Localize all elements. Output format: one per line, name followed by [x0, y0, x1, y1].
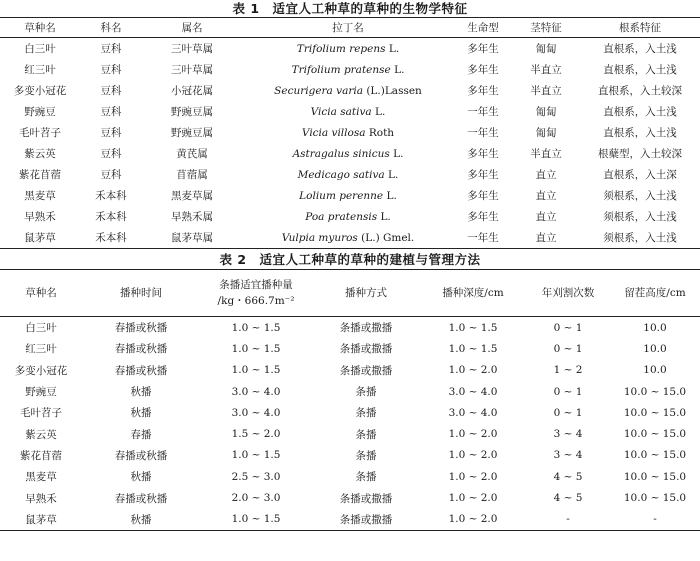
cell-mowing-count: -	[566, 513, 570, 526]
cell-genus: 野豌豆属	[171, 106, 213, 118]
table-row	[0, 206, 700, 227]
cell-root: 须根系，入土浅	[603, 232, 677, 244]
cell-mowing-count: 3 ~ 4	[553, 449, 583, 462]
cell-stubble-height: 10.0	[643, 321, 667, 334]
cell-latin-name	[242, 227, 454, 249]
cell-species: 鼠茅草	[25, 513, 57, 526]
latin-authority: L.	[380, 210, 391, 223]
cell-life-form: 多年生	[467, 148, 499, 160]
latin-binomial: Vulpia myuros	[281, 231, 358, 244]
cell-species: 紫花苜蓿	[20, 449, 62, 462]
cell-stem: 半直立	[530, 64, 562, 76]
cell-stem: 直立	[535, 190, 557, 202]
latin-binomial: Vicia sativa	[310, 105, 372, 118]
cell-life-form: 多年生	[467, 190, 499, 202]
header-mowing-count: 年刈割次数	[526, 270, 610, 317]
cell-sowing-time: 春播或秋播	[114, 449, 168, 462]
cell-seeding-rate: 1.5 ~ 2.0	[231, 428, 281, 441]
cell-mowing-count: 1 ~ 2	[553, 364, 583, 377]
cell-species: 野豌豆	[24, 106, 56, 118]
cell-root: 直根系，入土浅	[603, 106, 677, 118]
cell-genus: 野豌豆属	[171, 127, 213, 139]
latin-binomial: Vicia villosa	[301, 126, 366, 139]
latin-authority: L.	[386, 189, 397, 202]
latin-authority: (L.)Lassen	[366, 84, 422, 97]
cell-root: 直根系，入土较深	[598, 85, 682, 97]
cell-species: 毛叶苕子	[20, 407, 62, 420]
latin-binomial: Poa pratensis	[305, 210, 378, 223]
cell-stem: 匍匐	[535, 43, 557, 55]
cell-family: 禾本科	[95, 232, 127, 244]
header-life-form: 生命型	[454, 18, 512, 38]
cell-stubble-height: 10.0 ~ 15.0	[623, 428, 687, 441]
cell-sowing-depth: 1.0 ~ 1.5	[448, 321, 498, 334]
cell-family: 禾本科	[95, 190, 127, 202]
cell-genus: 鼠茅草属	[171, 232, 213, 244]
cell-family: 豆科	[100, 43, 122, 55]
cell-stem: 直立	[535, 232, 557, 244]
cell-seeding-rate: 2.5 ~ 3.0	[231, 470, 281, 483]
header-family: 科名	[80, 18, 142, 38]
cell-species: 早熟禾	[24, 211, 56, 223]
cell-sowing-time: 秋播	[130, 513, 152, 526]
table-row	[0, 101, 700, 122]
cell-sowing-time: 春播或秋播	[114, 492, 168, 505]
latin-authority: L.	[388, 168, 399, 181]
header-root: 根系特征	[580, 18, 700, 38]
cell-seeding-rate: 2.0 ~ 3.0	[231, 492, 281, 505]
cell-species: 多变小冠花	[14, 364, 68, 377]
cell-life-form: 一年生	[467, 232, 499, 244]
cell-root: 须根系，入土浅	[603, 190, 677, 202]
cell-sowing-depth: 1.0 ~ 2.0	[448, 470, 498, 483]
cell-family: 豆科	[100, 169, 122, 181]
cell-family: 豆科	[100, 106, 122, 118]
cell-species: 红三叶	[24, 64, 56, 76]
cell-species: 紫云英	[25, 428, 57, 441]
cell-family: 禾本科	[95, 211, 127, 223]
cell-sowing-time: 春播	[130, 428, 152, 441]
cell-stem: 匍匐	[535, 127, 557, 139]
table1-body	[0, 38, 700, 249]
cell-genus: 黑麦草属	[171, 190, 213, 202]
table2-caption: 表 2 适宜人工种草的草种的建植与管理方法	[219, 252, 481, 267]
cell-seeding-rate: 1.0 ~ 1.5	[231, 342, 281, 355]
latin-authority: L.	[375, 105, 386, 118]
latin-authority: L.	[394, 63, 405, 76]
cell-latin-name	[242, 185, 454, 206]
cell-sowing-time: 春播或秋播	[114, 343, 168, 356]
cell-sowing-method: 条播	[355, 428, 377, 441]
cell-mowing-count: 0 ~ 1	[553, 406, 583, 419]
cell-life-form: 一年生	[467, 106, 499, 118]
table1-caption: 表 1 适宜人工种草的草种的生物学特征	[232, 1, 468, 16]
cell-mowing-count: 4 ~ 5	[553, 470, 583, 483]
cell-stem: 半直立	[530, 148, 562, 160]
header-stem: 茎特征	[512, 18, 580, 38]
cell-life-form: 多年生	[467, 211, 499, 223]
cell-mowing-count: 3 ~ 4	[553, 428, 583, 441]
cell-family: 豆科	[100, 85, 122, 97]
cell-species: 早熟禾	[25, 492, 57, 505]
table-row	[0, 185, 700, 206]
table1-header-row	[0, 18, 700, 38]
cell-sowing-method: 条播或撒播	[339, 343, 393, 356]
cell-latin-name	[242, 143, 454, 164]
cell-stubble-height: 10.0 ~ 15.0	[623, 449, 687, 462]
table-row	[0, 360, 700, 381]
cell-stubble-height: 10.0	[643, 364, 667, 377]
header-sowing-time: 播种时间	[82, 270, 200, 317]
cell-root: 须根系，入土浅	[603, 211, 677, 223]
cell-sowing-method: 条播或撒播	[339, 364, 393, 377]
cell-stem: 半直立	[530, 85, 562, 97]
cell-seeding-rate: 1.0 ~ 1.5	[231, 364, 281, 377]
cell-species: 紫花苜蓿	[19, 169, 61, 181]
cell-species: 黑麦草	[25, 471, 57, 484]
cell-life-form: 多年生	[467, 85, 499, 97]
table-row	[0, 509, 700, 531]
table-row	[0, 338, 700, 359]
cell-species: 白三叶	[25, 322, 57, 335]
cell-latin-name	[242, 101, 454, 122]
table-row	[0, 227, 700, 249]
cell-mowing-count: 4 ~ 5	[553, 492, 583, 505]
cell-species: 多变小冠花	[13, 85, 67, 97]
cell-sowing-method: 条播或撒播	[339, 513, 393, 526]
cell-seeding-rate: 3.0 ~ 4.0	[231, 406, 281, 419]
table-row	[0, 80, 700, 101]
cell-sowing-method: 条播	[355, 471, 377, 484]
cell-seeding-rate: 1.0 ~ 1.5	[231, 321, 281, 334]
table2-planting-management	[0, 269, 700, 531]
cell-sowing-time: 春播或秋播	[114, 364, 168, 377]
cell-mowing-count: 0 ~ 1	[553, 342, 583, 355]
latin-binomial: Trifolium pratense	[291, 63, 391, 76]
cell-life-form: 多年生	[467, 43, 499, 55]
cell-stubble-height: 10.0	[643, 342, 667, 355]
latin-binomial: Medicago sativa	[297, 168, 385, 181]
cell-life-form: 多年生	[467, 169, 499, 181]
cell-root: 直根系，入土浅	[603, 64, 677, 76]
table-row	[0, 164, 700, 185]
table-row	[0, 381, 700, 402]
table-row	[0, 423, 700, 444]
latin-binomial: Lolium perenne	[299, 189, 384, 202]
cell-sowing-time: 春播或秋播	[114, 322, 168, 335]
cell-genus: 小冠花属	[171, 85, 213, 97]
cell-sowing-depth: 3.0 ~ 4.0	[448, 406, 498, 419]
cell-species: 野豌豆	[25, 386, 57, 399]
table-row	[0, 445, 700, 466]
cell-stubble-height: 10.0 ~ 15.0	[623, 492, 687, 505]
cell-sowing-method: 条播	[355, 449, 377, 462]
cell-genus: 早熟禾属	[171, 211, 213, 223]
cell-genus: 黄芪属	[176, 148, 208, 160]
table2-header-row	[0, 270, 700, 317]
cell-seeding-rate: 1.0 ~ 1.5	[231, 513, 281, 526]
cell-sowing-depth: 3.0 ~ 4.0	[448, 385, 498, 398]
cell-latin-name	[242, 80, 454, 101]
latin-authority: L.	[388, 42, 400, 55]
table2-body	[0, 317, 700, 531]
header-species: 草种名	[0, 18, 80, 38]
table1-biological-traits	[0, 17, 700, 249]
cell-latin-name	[242, 206, 454, 227]
cell-species: 毛叶苕子	[19, 127, 61, 139]
header-genus: 属名	[142, 18, 242, 38]
header-sowing-method: 播种方式	[312, 270, 420, 317]
cell-mowing-count: 0 ~ 1	[553, 385, 583, 398]
header-stubble-height: 留茬高度/cm	[610, 270, 700, 317]
cell-stubble-height: 10.0 ~ 15.0	[623, 470, 687, 483]
header-species: 草种名	[0, 270, 82, 317]
cell-root: 直根系，入土浅	[603, 127, 677, 139]
cell-root: 直根系，入土浅	[603, 43, 677, 55]
header-seeding-rate-unit: /kg・666.7m⁻²	[217, 295, 295, 307]
table-row	[0, 466, 700, 487]
header-seeding-rate	[200, 270, 312, 317]
cell-species: 紫云英	[24, 148, 56, 160]
table-row	[0, 59, 700, 80]
cell-sowing-method: 条播	[355, 407, 377, 420]
cell-species: 黑麦草	[24, 190, 56, 202]
cell-sowing-depth: 1.0 ~ 2.0	[448, 513, 498, 526]
cell-life-form: 多年生	[467, 64, 499, 76]
header-seeding-rate-line1: 条播适宜播种量	[219, 279, 293, 291]
cell-sowing-time: 秋播	[130, 471, 152, 484]
cell-genus: 三叶草属	[171, 64, 213, 76]
cell-stubble-height: 10.0 ~ 15.0	[623, 385, 687, 398]
latin-binomial: Securigera varia	[274, 84, 363, 97]
cell-seeding-rate: 1.0 ~ 1.5	[231, 449, 281, 462]
cell-latin-name	[242, 38, 454, 60]
cell-sowing-time: 秋播	[130, 386, 152, 399]
cell-sowing-method: 条播	[355, 386, 377, 399]
cell-sowing-depth: 1.0 ~ 1.5	[448, 342, 498, 355]
cell-sowing-method: 条播或撒播	[339, 492, 393, 505]
table-row	[0, 122, 700, 143]
cell-species: 红三叶	[25, 343, 57, 356]
cell-genus: 三叶草属	[171, 43, 213, 55]
cell-sowing-depth: 1.0 ~ 2.0	[448, 364, 498, 377]
cell-seeding-rate: 3.0 ~ 4.0	[231, 385, 281, 398]
cell-sowing-depth: 1.0 ~ 2.0	[448, 449, 498, 462]
cell-stem: 直立	[535, 211, 557, 223]
cell-stubble-height: -	[653, 513, 657, 526]
cell-root: 直根系，入土深	[603, 169, 677, 181]
cell-latin-name	[242, 59, 454, 80]
cell-stem: 匍匐	[535, 106, 557, 118]
latin-authority: (L.) Gmel.	[361, 231, 415, 244]
header-latin-name: 拉丁名	[242, 18, 454, 38]
table-row	[0, 402, 700, 423]
cell-stem: 直立	[535, 169, 557, 181]
cell-root: 根蘖型，入土较深	[598, 148, 682, 160]
cell-sowing-depth: 1.0 ~ 2.0	[448, 428, 498, 441]
cell-sowing-method: 条播或撒播	[339, 322, 393, 335]
latin-binomial: Trifolium repens	[296, 42, 386, 55]
cell-life-form: 一年生	[467, 127, 499, 139]
cell-family: 豆科	[100, 64, 122, 76]
latin-authority: Roth	[368, 126, 395, 139]
header-sowing-depth: 播种深度/cm	[420, 270, 526, 317]
cell-mowing-count: 0 ~ 1	[553, 321, 583, 334]
cell-family: 豆科	[100, 127, 122, 139]
table-row	[0, 487, 700, 508]
table-row	[0, 38, 700, 60]
cell-sowing-time: 秋播	[130, 407, 152, 420]
latin-authority: L.	[393, 147, 404, 160]
cell-species: 白三叶	[24, 43, 56, 55]
cell-stubble-height: 10.0 ~ 15.0	[623, 406, 687, 419]
table-row	[0, 143, 700, 164]
cell-species: 鼠茅草	[24, 232, 56, 244]
cell-sowing-depth: 1.0 ~ 2.0	[448, 492, 498, 505]
table-row	[0, 317, 700, 339]
latin-binomial: Astragalus sinicus	[292, 147, 390, 160]
cell-genus: 苜蓿属	[176, 169, 208, 181]
cell-family: 豆科	[100, 148, 122, 160]
cell-latin-name	[242, 164, 454, 185]
cell-latin-name	[242, 122, 454, 143]
